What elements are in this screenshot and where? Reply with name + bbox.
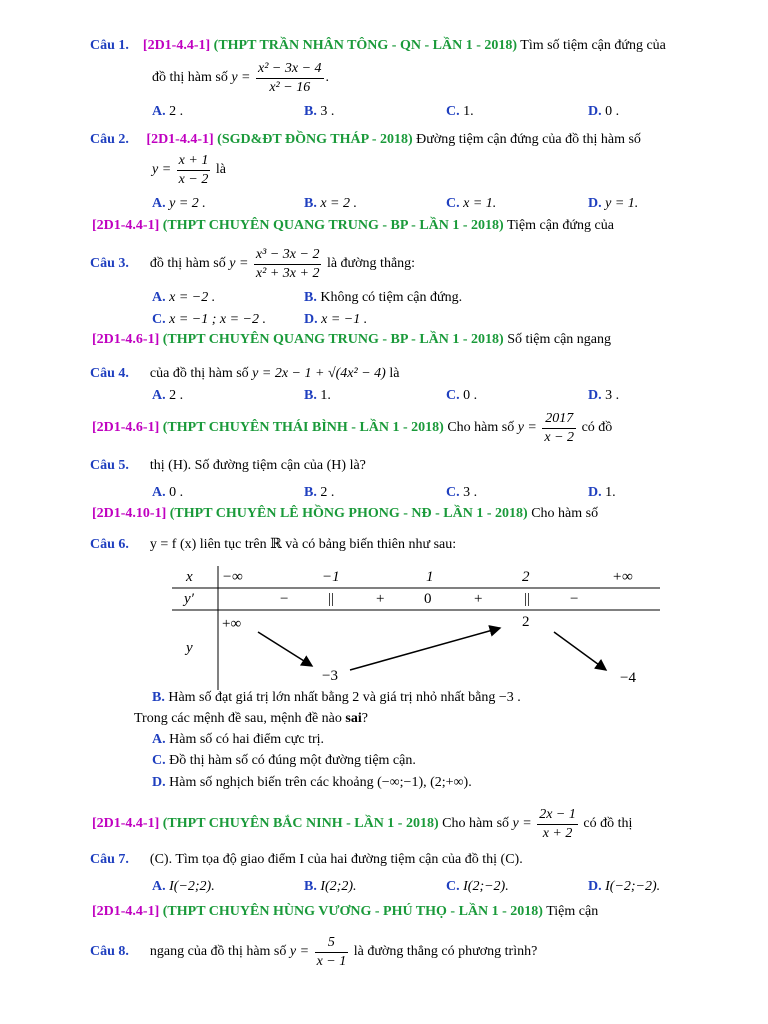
q6-source: (THPT CHUYÊN LÊ HỒNG PHONG - NĐ - LẦN 1 - 2018) — [169, 506, 528, 521]
table-yp-value: − — [570, 591, 579, 607]
q6-opt-c — [152, 753, 416, 769]
q4-code: [2D1-4.6-1] — [92, 332, 160, 347]
q6-text2: y = f (x) liên tục trên ℝ và có bảng biến thiên như sau: — [149, 537, 457, 552]
opt-label: C. — [446, 485, 460, 500]
q8-fraction — [315, 934, 349, 970]
q5-frac-num: 2017 — [542, 410, 576, 429]
opt-text: 2 . — [169, 388, 184, 403]
q2-number: Câu 2. — [90, 132, 129, 147]
q8-end: là đường thẳng có phương trình? — [353, 944, 538, 960]
q1-frac-den: x² − 16 — [269, 79, 311, 95]
q2-end: là — [215, 162, 226, 178]
opt-text: 3 . — [605, 388, 620, 403]
variation-table-lines — [172, 566, 660, 690]
opt-label: C. — [446, 104, 460, 119]
q5-text: Cho hàm số — [447, 420, 515, 436]
q8-header — [92, 904, 598, 920]
q7-opt-c — [446, 879, 509, 895]
q1-frac-num: x² − 3x − 4 — [256, 60, 324, 79]
q4-text: Số tiệm cận ngang — [507, 332, 612, 347]
table-yp-value: 0 — [424, 591, 432, 607]
q3-opt-d — [304, 312, 367, 328]
q7-source: (THPT CHUYÊN BẮC NINH - LẦN 1 - 2018) — [162, 816, 439, 832]
q1-number: Câu 1. — [90, 38, 129, 53]
q6-opt-a — [152, 732, 324, 748]
q1-fn: y = — [231, 70, 251, 86]
q6-opt-d — [152, 775, 472, 791]
q6-opt-b — [152, 690, 521, 706]
opt-label: B. — [152, 690, 165, 705]
table-y-value: −3 — [322, 668, 338, 684]
table-x-value: 1 — [426, 569, 434, 585]
q4-end: là — [389, 366, 400, 381]
opt-text: Hàm số có hai điểm cực trị. — [169, 732, 325, 747]
opt-text: x = 2 . — [320, 196, 358, 211]
opt-label: D. — [152, 775, 166, 790]
opt-text: Hàm số đạt giá trị lớn nhất bằng 2 và giá trị nhỏ nhất bằng −3 . — [168, 690, 521, 705]
opt-text: 0 . — [605, 104, 620, 119]
opt-text: 0 . — [169, 485, 184, 500]
q7-fn: y = — [512, 816, 532, 832]
q1-end: . — [325, 70, 330, 86]
q5-opt-b — [304, 485, 334, 501]
table-yp-value: + — [474, 591, 483, 607]
opt-text: 3 . — [320, 104, 335, 119]
q5-text2: có đồ — [581, 420, 613, 436]
q3-opt-c — [152, 312, 266, 328]
opt-label: B. — [304, 879, 317, 894]
q1-opt-c — [446, 104, 474, 120]
q7-frac-den: x + 2 — [542, 825, 573, 841]
opt-text: x = −1 ; x = −2 . — [169, 312, 267, 327]
q6-prompt — [134, 711, 368, 727]
q5-opt-c — [446, 485, 477, 501]
q7-text2: có đồ thị — [583, 816, 633, 832]
opt-label: B. — [304, 290, 317, 305]
opt-label: D. — [588, 388, 602, 403]
q1-header — [90, 38, 666, 54]
opt-label: D. — [588, 104, 602, 119]
table-y-value: −4 — [620, 670, 636, 686]
opt-label: B. — [304, 104, 317, 119]
q8-frac-den: x − 1 — [316, 953, 347, 969]
q7-number: Câu 7. — [90, 852, 129, 867]
opt-label: C. — [152, 312, 166, 327]
q2-source: (SGD&ĐT ĐỒNG THÁP - 2018) — [217, 132, 413, 147]
q3-text: Tiệm cận đứng của — [506, 218, 614, 233]
q4-fn: y = 2x − 1 + √(4x² − 4) — [252, 366, 386, 381]
opt-text: 1. — [463, 104, 474, 119]
opt-label: B. — [304, 388, 317, 403]
q3-fraction — [254, 246, 322, 282]
opt-label: A. — [152, 879, 166, 894]
opt-text: x = 1. — [463, 196, 497, 211]
table-x-value: +∞ — [612, 569, 633, 585]
opt-label: A. — [152, 485, 166, 500]
opt-label: C. — [446, 879, 460, 894]
q6-prompt-pre: Trong các mệnh đề sau, mệnh đề nào — [134, 711, 346, 726]
opt-label: D. — [588, 196, 602, 211]
q7-text: Cho hàm số — [442, 816, 510, 832]
table-y-value: +∞ — [222, 616, 242, 632]
q7-opt-d — [588, 879, 660, 895]
q4-text2: của đồ thị hàm số — [149, 366, 249, 381]
opt-text: 0 . — [463, 388, 478, 403]
q6-text: Cho hàm số — [531, 506, 599, 521]
q2-frac-num: x + 1 — [177, 152, 211, 171]
q2-opt-c — [446, 196, 496, 212]
q3-source: (THPT CHUYÊN QUANG TRUNG - BP - LẦN 1 - 2018) — [162, 218, 504, 233]
q5-source: (THPT CHUYÊN THÁI BÌNH - LẦN 1 - 2018) — [162, 420, 444, 436]
q8-fn: y = — [289, 944, 310, 960]
opt-label: A. — [152, 196, 166, 211]
q6-header — [92, 506, 598, 522]
opt-text: 1. — [605, 485, 616, 500]
q7-frac-num: 2x − 1 — [537, 806, 578, 825]
opt-label: D. — [588, 879, 602, 894]
q5-opt-a — [152, 485, 183, 501]
table-x-label: x — [186, 569, 193, 585]
q5-code: [2D1-4.6-1] — [92, 420, 160, 436]
q1-source: (THPT TRẦN NHÂN TÔNG - QN - LẦN 1 - 2018) — [213, 38, 518, 53]
q2-code: [2D1-4.4-1] — [146, 132, 214, 147]
q6-number: Câu 6. — [90, 537, 129, 552]
q3-number: Câu 3. — [90, 256, 129, 272]
q1-text: Tìm số tiệm cận đứng của — [520, 38, 666, 53]
q2-opt-a — [152, 196, 206, 212]
q7-header — [92, 806, 632, 842]
q4-opt-a — [152, 388, 183, 404]
q8-frac-num: 5 — [315, 934, 349, 953]
q1-opt-a — [152, 104, 183, 120]
opt-label: A. — [152, 732, 166, 747]
opt-text: x = −2 . — [169, 290, 216, 305]
q3-opt-b — [304, 290, 462, 306]
opt-label: C. — [446, 388, 460, 403]
opt-text: Hàm số nghịch biến trên các khoảng (−∞;−1), (2;+∞). — [169, 775, 472, 790]
q8-code: [2D1-4.4-1] — [92, 904, 160, 919]
q2-formula — [152, 152, 226, 188]
q2-fn: y = — [152, 162, 172, 178]
q4-number: Câu 4. — [90, 366, 129, 381]
q1-text2: đồ thị hàm số — [152, 70, 228, 86]
q3-text2: đồ thị hàm số — [149, 256, 226, 272]
q5-line — [90, 458, 366, 474]
arrow-down-2 — [554, 632, 606, 670]
table-yp-value: + — [376, 591, 385, 607]
q5-fraction — [542, 410, 576, 446]
q2-text: Đường tiệm cận đứng của đồ thị hàm số — [416, 132, 641, 147]
q4-opt-b — [304, 388, 331, 404]
q8-number: Câu 8. — [90, 944, 129, 960]
q3-end: là đường thẳng: — [326, 256, 416, 272]
opt-label: A. — [152, 290, 166, 305]
table-y-value: 2 — [522, 614, 530, 630]
q1-code: [2D1-4.4-1] — [142, 38, 211, 53]
q6-prompt-bold: sai — [345, 711, 362, 726]
q3-line — [90, 246, 415, 282]
table-yp-value: − — [280, 591, 289, 607]
opt-text: x = −1 . — [321, 312, 368, 327]
q5-header — [92, 410, 612, 446]
q5-text3: thị (H). Số đường tiệm cận của (H) là? — [149, 458, 366, 473]
q4-source: (THPT CHUYÊN QUANG TRUNG - BP - LẦN 1 - 2018) — [162, 332, 504, 347]
table-x-value: −∞ — [222, 569, 243, 585]
opt-label: D. — [588, 485, 602, 500]
q2-fraction — [177, 152, 211, 188]
q7-fraction — [537, 806, 578, 842]
q1-fraction — [256, 60, 324, 96]
table-x-value: 2 — [522, 569, 530, 585]
opt-text: I(2;2). — [320, 879, 357, 894]
q1-opt-d — [588, 104, 619, 120]
table-x-value: −1 — [322, 569, 340, 585]
arrow-up — [350, 628, 500, 670]
table-y-label: y — [186, 640, 193, 656]
opt-text: 2 . — [169, 104, 184, 119]
q5-fn: y = — [517, 420, 537, 436]
q3-code: [2D1-4.4-1] — [92, 218, 160, 233]
table-yp-label: y′ — [184, 591, 194, 607]
opt-label: B. — [304, 485, 317, 500]
opt-text: Không có tiệm cận đứng. — [320, 290, 463, 305]
opt-label: C. — [152, 753, 166, 768]
q2-opt-d — [588, 196, 638, 212]
q4-opt-c — [446, 388, 477, 404]
opt-label: A. — [152, 388, 166, 403]
opt-text: y = 1. — [605, 196, 639, 211]
opt-text: I(−2;2). — [169, 879, 215, 894]
arrow-down-1 — [258, 632, 312, 666]
opt-text: 3 . — [463, 485, 478, 500]
opt-label: A. — [152, 104, 166, 119]
q2-opt-b — [304, 196, 357, 212]
q4-line — [90, 366, 399, 382]
opt-text: 1. — [320, 388, 331, 403]
q5-number: Câu 5. — [90, 458, 129, 473]
q4-header — [92, 332, 611, 348]
q2-header — [90, 132, 641, 148]
q7-opt-b — [304, 879, 357, 895]
q7-opt-a — [152, 879, 215, 895]
q3-header — [92, 218, 614, 234]
q1-opt-b — [304, 104, 334, 120]
q3-fn: y = — [229, 256, 249, 272]
q2-frac-den: x − 2 — [178, 171, 209, 187]
table-yp-value: || — [524, 591, 531, 607]
table-yp-value: || — [328, 591, 335, 607]
opt-label: C. — [446, 196, 460, 211]
q4-opt-d — [588, 388, 619, 404]
opt-text: y = 2 . — [169, 196, 206, 211]
opt-text: 2 . — [320, 485, 335, 500]
q8-source: (THPT CHUYÊN HÙNG VƯƠNG - PHÚ THỌ - LẦN 1 - 2018) — [162, 904, 543, 919]
q6-prompt-post: ? — [361, 711, 368, 726]
q3-opt-a — [152, 290, 215, 306]
q7-line — [90, 852, 523, 868]
opt-text: I(2;−2). — [463, 879, 509, 894]
q6-code: [2D1-4.10-1] — [92, 506, 167, 521]
q1-formula — [152, 60, 329, 96]
q8-text: Tiệm cận — [546, 904, 599, 919]
opt-label: D. — [304, 312, 318, 327]
q5-opt-d — [588, 485, 616, 501]
q3-frac-num: x³ − 3x − 2 — [254, 246, 322, 265]
q6-line — [90, 536, 456, 553]
q8-line — [90, 934, 537, 970]
q5-frac-den: x − 2 — [544, 429, 575, 445]
q8-text2: ngang của đồ thị hàm số — [149, 944, 287, 960]
variation-table — [172, 566, 660, 690]
q7-code: [2D1-4.4-1] — [92, 816, 160, 832]
opt-label: B. — [304, 196, 317, 211]
q7-text3: (C). Tìm tọa độ giao điểm I của hai đường tiệm cận của đồ thị (C). — [149, 852, 523, 867]
q3-frac-den: x² + 3x + 2 — [255, 265, 320, 281]
opt-text: I(−2;−2). — [605, 879, 661, 894]
opt-text: Đồ thị hàm số có đúng một đường tiệm cận. — [169, 753, 416, 768]
